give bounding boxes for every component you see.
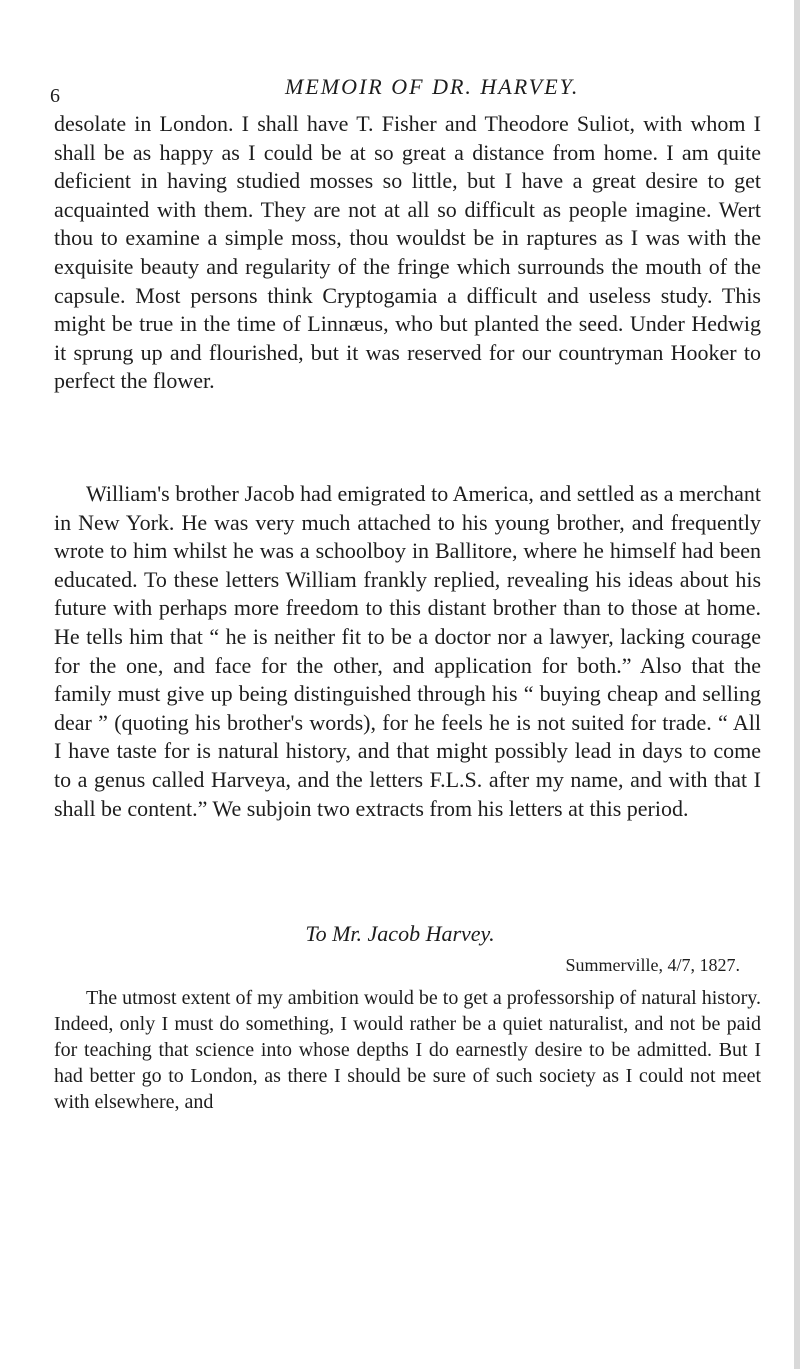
letter-body xyxy=(54,985,761,1115)
letter-dateline: Summerville, 4/7, 1827. xyxy=(565,955,740,975)
running-title: MEMOIR OF DR. HARVEY. xyxy=(285,74,580,99)
page-edge xyxy=(794,0,800,1369)
letter-heading: To Mr. Jacob Harvey. xyxy=(305,921,495,946)
body-text-top xyxy=(54,110,761,396)
page-number: 6 xyxy=(50,85,60,107)
paragraph: The utmost extent of my ambition would be to get a professorship of natural history. Indeed, only I must do something, I would rather be a quiet naturalist, and not be paid for teaching that science into whose depths I do earnestly desire to be admitted. But I had better go to London, as there I should be sure of such society as I could not meet with elsewhere, and xyxy=(54,987,761,1113)
paragraph: desolate in London. I shall have T. Fisher and Theodore Suliot, with whom I shall be as happy as I could be at so great a distance from home. I am quite deficient in having studied mosses so little, but I have a great desire to get acquainted with them. They are not at all so difficult as people imagine. Wert thou to examine a simple moss, thou wouldst be in raptures as I was with the exquisite beauty and regularity of the fringe which surrounds the mouth of the capsule. Most persons think Cryptogamia a difficult and useless study. This might be true in the time of Linnæus, who but planted the seed. Under Hedwig it sprung up and flourished, but it was reserved for our countryman Hooker to perfect the flower. xyxy=(54,111,761,394)
paragraph: William's brother Jacob had emigrated to America, and settled as a merchant in New York. He was very much attached to his young brother, and frequently wrote to him whilst he was a schoolboy in Ballitore, where he himself had been educated. To these letters William frankly replied, revealing his ideas about his future with perhaps more freedom to this distant brother than to those at home. He tells him that “ he is neither fit to be a doctor nor a lawyer, lacking courage for the one, and face for the other, and application for both.” Also that the family must give up being distinguished through his “ buying cheap and selling dear ” (quoting his brother's words), for he feels he is not suited for trade. “ All I have taste for is natural history, and that might possibly lead in days to come to a genus called Harveya, and the letters F.L.S. after my name, and with that I shall be content.” We subjoin two extracts from his letters at this period. xyxy=(54,481,761,821)
body-text-middle xyxy=(54,480,761,823)
